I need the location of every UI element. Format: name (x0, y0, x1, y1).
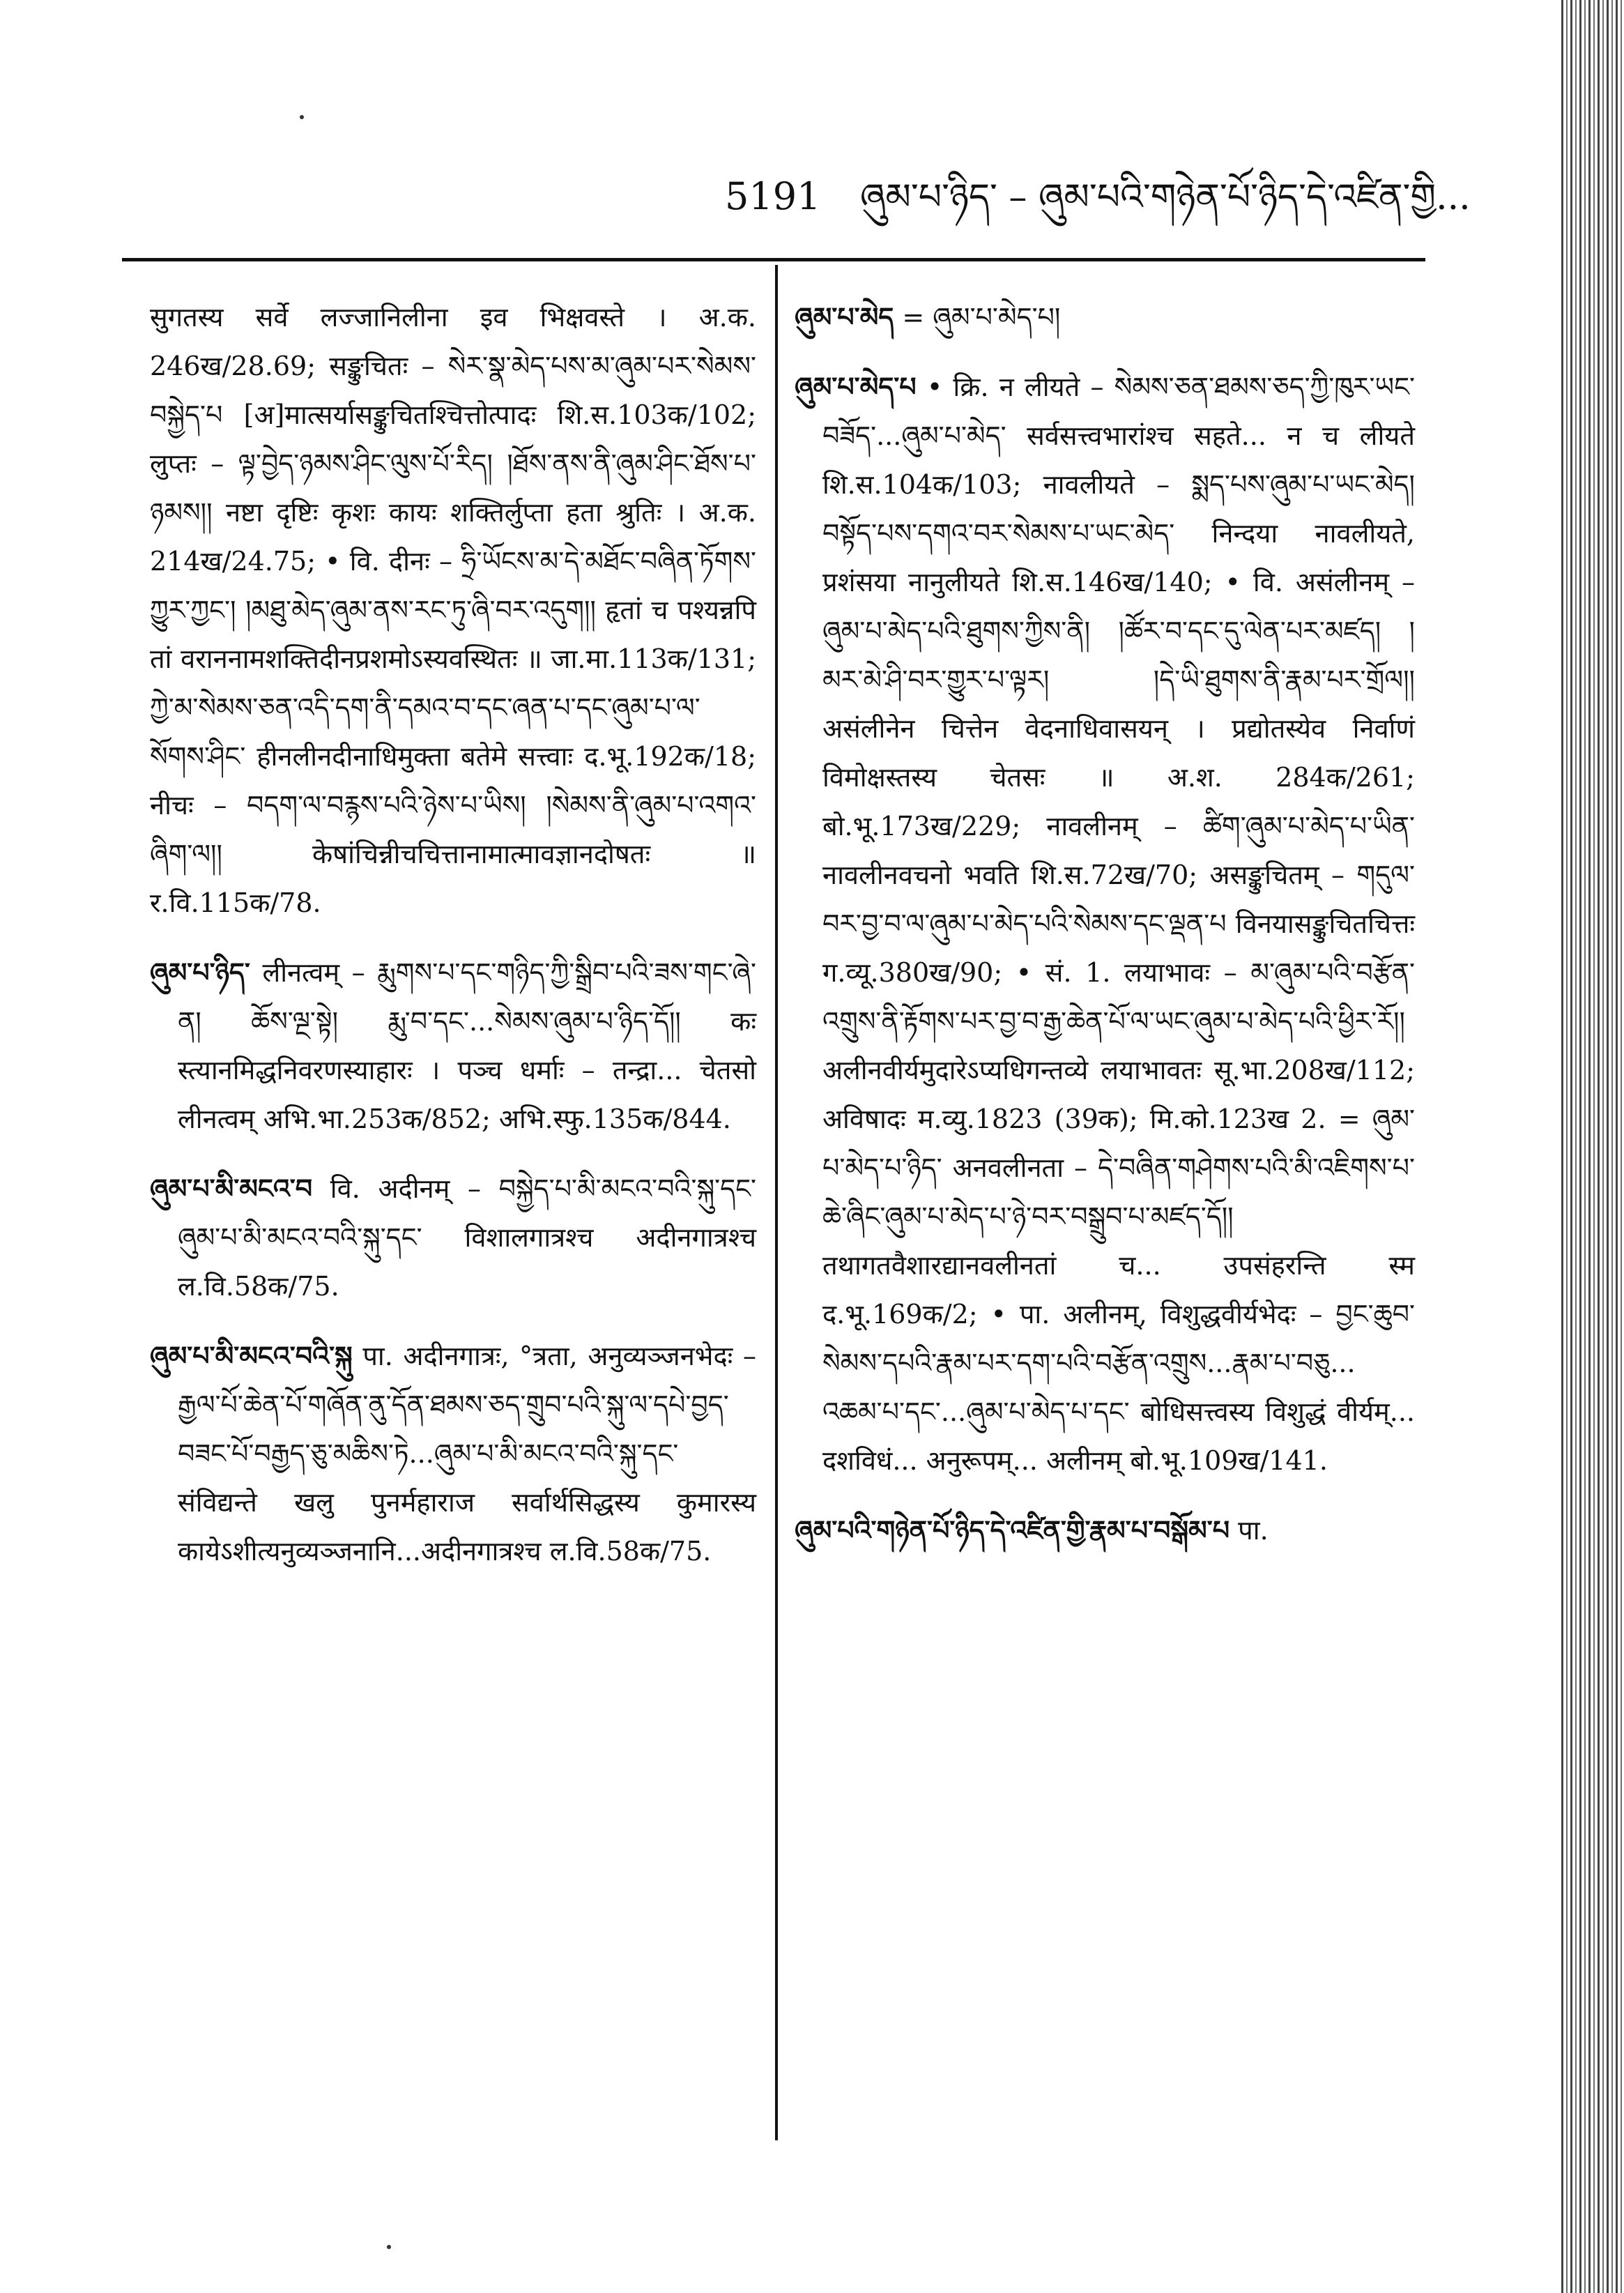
dictionary-entry (150, 1332, 756, 1576)
entry-text: लीनत्वम् – རྨུགས་པ་དང་གཉིད་ཀྱི་སྒྲིབ་པའི་ཟས་གང་ཞེ་ན། ཆོས་ལྔ་སྟེ། རྨུ་བ་དང་...སེམས་ཞུམ་པ་ཉིད་དོ།། कः स्त्यानमिद्धनिवरणस्याहारः । पञ्च धर्माः – तन्द्रा... चेतसो लीनत्वम् अभि.भा.253क/852; अभि.स्फु.135क/844. (178, 957, 756, 1134)
column-divider (775, 265, 778, 2140)
entry-text: पा. (1238, 1515, 1269, 1546)
dictionary-entry (795, 363, 1415, 1485)
entry-headword: ཞུམ་པ་མི་མངའ་བའི་སྐུ (150, 1340, 353, 1371)
dictionary-entry (150, 293, 756, 927)
entry-text: वि. अदीनम् – བསྐྱེད་པ་མི་མངའ་བའི་སྐུ་དང་ཞུམ་པ་མི་མངའ་བའི་སྐུ་དང་ विशालगात्रश्च अदीनगात्रश्च ल.वि.58क/75. (178, 1173, 756, 1302)
page-number: 5191 (725, 174, 821, 218)
scan-speck (387, 2245, 391, 2249)
entry-headword: ཞུམ་པ་ཉིད་ (150, 957, 250, 988)
page-header (725, 157, 1471, 259)
header-rule (122, 258, 1425, 261)
left-column (150, 293, 756, 1597)
entry-text: सुगतस्य सर्वे लज्जानिलीना इव भिक्षवस्ते । अ.क. 246ख/28.69; सङ्कुचितः – སེར་སྣ་མེད་པས་མ་ཞུམ་པར་སེམས་བསྐྱེད་པ [अ]मात्सर्यासङ्कुचितश्चित्तोत्पादः शि.स.103क/102; लुप्तः – ལྟ་བྱེད་ཉམས་ཤིང་ལུས་པོ་རིད། །ཐོས་ནས་ནི་ཞུམ་ཤིང་ཐོས་པ་ཉམས།། नष्टा दृष्टिः कृशः कायः शक्तिर्लुप्ता हता श्रुतिः । अ.क. 214ख/24.75; • वि. दीनः – ཧྲི་ཡོངས་མ་དེ་མཐོང་བཞིན་ཏོགས་ཀྱུར་ཀྱང་། །མཐུ་མེད་ཞུམ་ནས་རང་ཏུ་ཞི་བར་འདུག།། हृतां च पश्यन्नपि तां वराननामशक्तिदीनप्रशमोऽस्यवस्थितः ॥ जा.मा.113क/131; ཀྱེ་མ་སེམས་ཅན་འདི་དག་ནི་དམའ་བ་དང་ཞན་པ་དང་ཞུམ་པ་ལ་སོགས་ཤིང་ हीनलीनदीनाधिमुक्ता बतेमे सत्त्वाः द.भू.192क/18; नीचः – བདག་ལ་བརྙས་པའི་ཉེས་པ་ཡིས། །སེམས་ནི་ཞུམ་པ་འགའ་ཞིག་ལ།། केषांचिन्नीचचित्तानामात्मावज्ञानदोषतः ॥ र.वि.115क/78. (150, 302, 756, 918)
scan-speck (300, 115, 304, 119)
dictionary-entry (150, 1164, 756, 1311)
right-column (795, 293, 1415, 1576)
entry-headword: ཞུམ་པ་མེད (795, 301, 894, 333)
entry-headword: ཞུམ་པ་མི་མངའ་བ (150, 1173, 313, 1204)
dictionary-entry (795, 1506, 1415, 1555)
scan-edge-artifact (1561, 0, 1624, 2293)
entry-text: = ཞུམ་པ་མེད་པ། (902, 302, 1061, 333)
entry-text: • क्रि. न लीयते – སེམས་ཅན་ཐམས་ཅད་ཀྱི་ཁུར་ཡང་བཟོད་...ཞུམ་པ་མེད་ सर्वसत्त्वभारांश्च सहते... न च लीयते शि.स.104क/103; नावलीयते – སྨད་པས་ཞུམ་པ་ཡང་མེད། བསྟོད་པས་དགའ་བར་སེམས་པ་ཡང་མེད་ निन्दया नावलीयते, प्रशंसया नानुलीयते शि.स.146ख/140; • वि. असंलीनम् – ཞུམ་པ་མེད་པའི་ཐུགས་ཀྱིས་ནི། །ཚོར་བ་དང་དུ་ལེན་པར་མཛད། །མར་མེ་ཤི་བར་གྱུར་པ་ལྟར། །དེ་ཡི་ཐུགས་ནི་རྣམ་པར་གྲོལ།། असंलीनेन चित्तेन वेदनाधिवासयन् । प्रद्योतस्येव निर्वाणं विमोक्षस्तस्य चेतसः ॥ अ.श. 284क/261; बो.भू.173ख/229; नावलीनम् – ཚིག་ཞུམ་པ་མེད་པ་ཡིན་ नावलीनवचनो भवति शि.स.72ख/70; असङ्कुचितम् – གདུལ་བར་བྱ་བ་ལ་ཞུམ་པ་མེད་པའི་སེམས་དང་ལྡན་པ विनयासङ्कुचितचित्तः ग.व्यू.380ख/90; • सं. 1. लयाभावः – མ་ཞུམ་པའི་བརྩོན་འགྲུས་ནི་རྟོགས་པར་བྱ་བ་རྒྱ་ཆེན་པོ་ལ་ཡང་ཞུམ་པ་མེད་པའི་ཕྱིར་རོ།། अलीनवीर्यमुदारेऽप्यधिगन्तव्ये लयाभावतः सू.भा.208ख/112; अविषादः म.व्यु.1823 (39क); मि.को.123ख 2. = ཞུམ་པ་མེད་པ་ཉིད་ अनवलीनता – དེ་བཞིན་གཤེགས་པའི་མི་འཇིགས་པ་ཆེ་ཞིང་ཞུམ་པ་མེད་པ་ཉེ་བར་བསྒྲུབ་པ་མཛད་དོ།། तथागतवैशारद्यानवलीनतां च... उपसंहरन्ति स्म द.भू.169क/2; • पा. अलीनम्, विशुद्धवीर्यभेदः – བྱང་ཆུབ་སེམས་དཔའི་རྣམ་པར་དག་པའི་བརྩོན་འགྲུས...རྣམ་པ་བཅུ... འཆམ་པ་དང་...ཞུམ་པ་མེད་པ་དང་ बोधिसत्त्वस्य विशुद्धं वीर्यम्... दशविधं... अनुरूपम्... अलीनम् बो.भू.109ख/141. (822, 372, 1415, 1476)
dictionary-entry (150, 948, 756, 1143)
entry-headword: ཞུམ་པ་མེད་པ (795, 371, 917, 402)
entry-text: पा. अदीनगात्रः, °त्रता, अनुव्यञ्जनभेदः – རྒྱལ་པོ་ཆེན་པོ་གཞོན་ནུ་དོན་ཐམས་ཅད་གྲུབ་པའི་སྐུ་ལ་དཔེ་བྱད་བཟང་པོ་བརྒྱད་ཅུ་མཆིས་ཏེ...ཞུམ་པ་མི་མངའ་བའི་སྐུ་དང་ संविद्यन्ते खलु पुनर्महाराज सर्वार्थसिद्धस्य कुमारस्य कायेऽशीत्यनुव्यञ्जनानि...अदीनगात्रश्च ल.वि.58क/75. (178, 1341, 756, 1567)
running-title: ཞུམ་པ་ཉིད་ – ཞུམ་པའི་གཉེན་པོ་ཉིད་དེ་འཛིན་གྱི... (859, 176, 1471, 218)
entry-headword: ཞུམ་པའི་གཉེན་པོ་ཉིད་དེ་འཛིན་གྱི་རྣམ་པ་བསྒོམ་པ (795, 1514, 1230, 1546)
dictionary-entry (795, 293, 1415, 342)
